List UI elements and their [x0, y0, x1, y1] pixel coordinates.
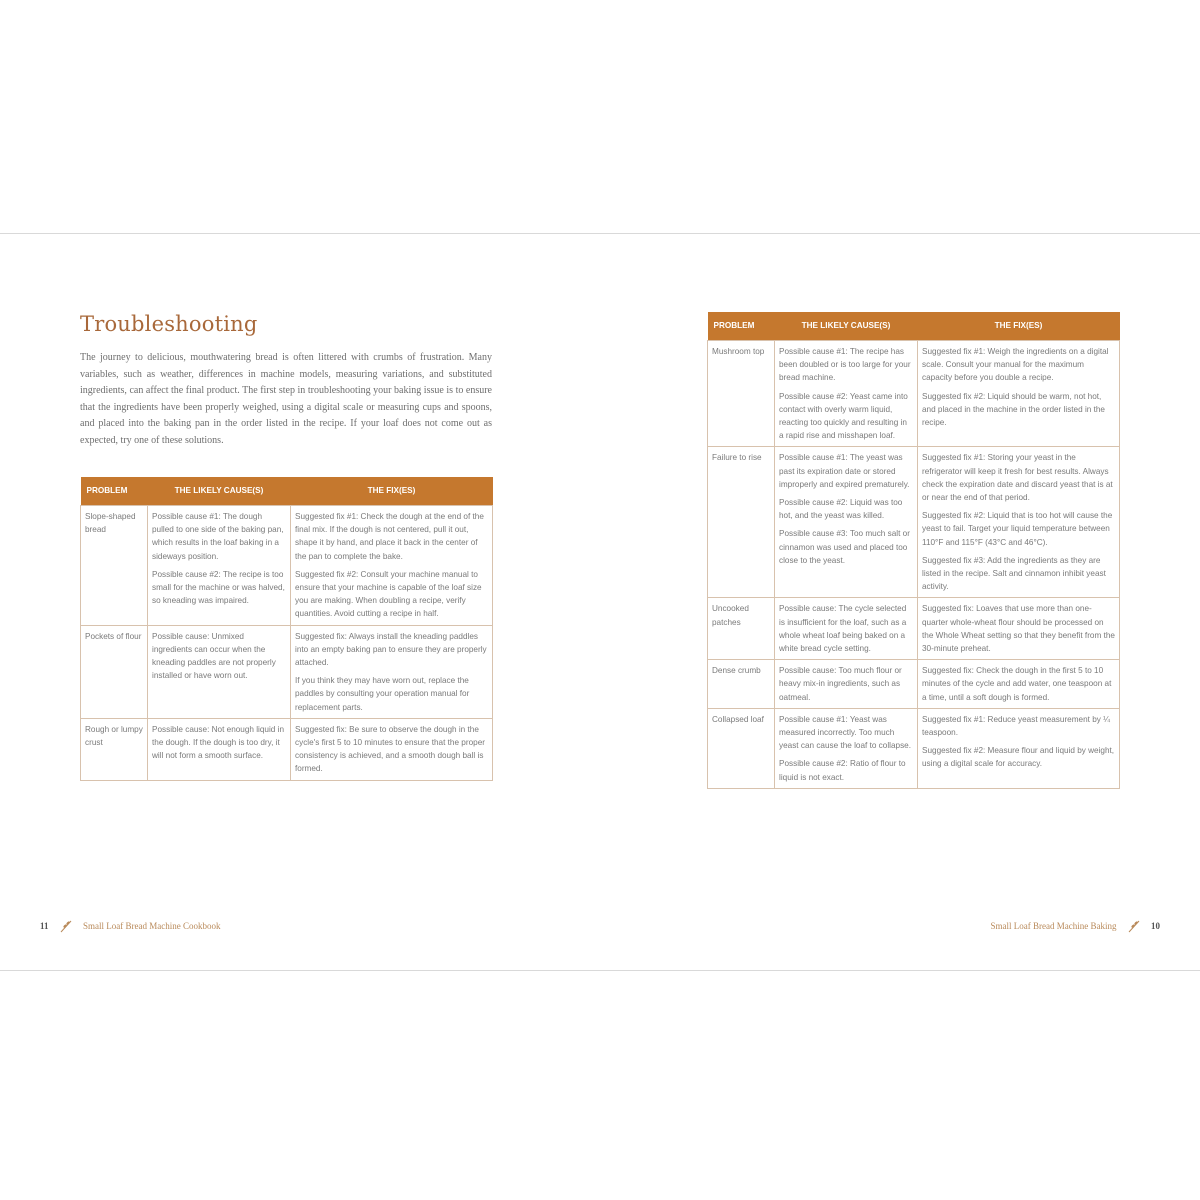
page-number-right: 10 — [1151, 921, 1160, 932]
fix-text: If you think they may have worn out, replace the paddles by consulting your operation manual for replacement parts. — [295, 676, 470, 712]
fix-text: Suggested fix #1: Check the dough at the end of the final mix. If the dough is not centered, pull it out, shape it by hand, and place it back in the center of the pan to complete the bake. — [295, 512, 484, 561]
cause-text: Possible cause: The cycle selected is insufficient for the loaf, such as a whole wheat loaf being baked on a white bread cycle setting. — [779, 604, 907, 654]
problem-cell: Uncooked patches — [708, 598, 775, 660]
causes-cell — [775, 598, 918, 660]
footer-left — [40, 919, 221, 935]
wheat-sprig-icon — [1127, 919, 1141, 935]
header-fixes: THE FIX(ES) — [291, 477, 493, 506]
cause-text: Possible cause #2: Liquid was too hot, and the yeast was killed. — [779, 498, 903, 521]
header-problem: PROBLEM — [708, 312, 775, 341]
fix-text: Suggested fix #2: Consult your machine manual to ensure that your machine is capable of the loaf size you are making. When doubling a recipe, verify quantities. Avoid cutting a recipe in half. — [295, 569, 482, 619]
fixes-cell — [291, 506, 493, 626]
fix-text: Suggested fix #2: Liquid should be warm, not hot, and placed in the machine in the order listed in the recipe. — [922, 391, 1105, 428]
cause-text: Possible cause #1: The dough pulled to one side of the baking pan, which results in the loaf baking in a sideways position. — [152, 512, 284, 561]
page-number-left: 11 — [40, 921, 49, 932]
book-title-left: Small Loaf Bread Machine Cookbook — [83, 921, 221, 932]
fix-text: Suggested fix #2: Liquid that is too hot will cause the yeast to fail. Target your liquid temperature between 110°F and 115°F (43°C and 46°C). — [922, 511, 1113, 547]
cause-text: Possible cause #3: Too much salt or cinnamon was used and placed too close to the yeast. — [779, 529, 910, 565]
causes-cell — [148, 718, 291, 780]
problem-cell: Dense crumb — [708, 660, 775, 709]
fixes-cell — [291, 718, 493, 780]
header-fixes: THE FIX(ES) — [918, 312, 1120, 341]
problem-cell: Pockets of flour — [81, 625, 148, 718]
footer-right — [991, 919, 1160, 935]
page-title: Troubleshooting — [80, 312, 258, 336]
fix-text: Suggested fix #1: Weigh the ingredients on a digital scale. Consult your manual for the maximum capacity before you double a recipe. — [922, 347, 1109, 383]
fixes-cell — [918, 598, 1120, 660]
intro-paragraph: The journey to delicious, mouthwatering bread is often littered with crumbs of frustration. Many variables, such as weather, differences in machine models, measuring variations, and substituted ingredients, can affect the final product. The first step in troubleshooting your baking issue is to ensure that the ingredients have been properly weighed, using a digital scale or measuring cups and spoons, and placed into the baking pan in the order listed in the recipe. If your loaf does not come out as expected, try one of these solutions. — [80, 352, 492, 446]
problem-cell: Slope-shaped bread — [81, 506, 148, 626]
table-row — [81, 506, 493, 626]
fix-text: Suggested fix: Loaves that use more than one-quarter whole-wheat flour should be processed on the Whole Wheat setting so that they benefit from the 30-minute preheat. — [922, 604, 1115, 654]
troubleshooting-table-left — [80, 477, 493, 781]
header-causes: THE LIKELY CAUSE(S) — [148, 477, 291, 506]
cause-text: Possible cause: Unmixed ingredients can occur when the kneading paddles are not properly installed or have worn out. — [152, 631, 276, 681]
fixes-cell — [291, 625, 493, 718]
cause-text: Possible cause: Too much flour or heavy mix-in ingredients, such as oatmeal. — [779, 666, 902, 702]
cause-text: Possible cause #1: The yeast was past its expiration date or stored improperly and expired prematurely. — [779, 453, 910, 489]
fixes-cell — [918, 447, 1120, 598]
wheat-sprig-icon — [59, 919, 73, 935]
causes-cell — [148, 625, 291, 718]
table-row — [708, 660, 1120, 709]
fix-text: Suggested fix #1: Storing your yeast in the refrigerator will keep it fresh for best results. Always check the expiration date and discard yeast that is at or near the end of that period. — [922, 453, 1113, 503]
header-causes: THE LIKELY CAUSE(S) — [775, 312, 918, 341]
causes-cell — [775, 660, 918, 709]
causes-cell — [775, 341, 918, 447]
problem-cell: Failure to rise — [708, 447, 775, 598]
problem-cell: Mushroom top — [708, 341, 775, 447]
cause-text: Possible cause #1: The recipe has been doubled or is too large for your bread machine. — [779, 347, 911, 383]
fixes-cell — [918, 708, 1120, 788]
table-row — [708, 598, 1120, 660]
book-title-right: Small Loaf Bread Machine Baking — [990, 921, 1117, 932]
causes-cell — [148, 506, 291, 626]
fix-text: Suggested fix: Be sure to observe the dough in the cycle's first 5 to 10 minutes to ensure that the proper consistency is achieved, and a smooth dough ball is formed. — [295, 724, 485, 774]
cause-text: Possible cause #2: Yeast came into contact with overly warm liquid, reacting too quickly and resulting in a rapid rise and misshapen loaf. — [779, 391, 908, 441]
table-row — [81, 625, 493, 718]
table-row — [708, 341, 1120, 447]
cause-text: Possible cause: Not enough liquid in the dough. If the dough is too dry, it will not form a smooth surface. — [152, 724, 284, 761]
causes-cell — [775, 708, 918, 788]
fixes-cell — [918, 341, 1120, 447]
problem-cell: Rough or lumpy crust — [81, 718, 148, 780]
fix-text: Suggested fix: Always install the kneading paddles into an empty baking pan to ensure they are properly attached. — [295, 631, 487, 668]
causes-cell — [775, 447, 918, 598]
fixes-cell — [918, 660, 1120, 709]
fix-text: Suggested fix: Check the dough in the first 5 to 10 minutes of the cycle and add water, one teaspoon at a time, until a soft dough is formed. — [922, 666, 1112, 702]
cause-text: Possible cause #1: Yeast was measured incorrectly. Too much yeast can cause the loaf to collapse. — [779, 714, 911, 751]
cause-text: Possible cause #2: The recipe is too small for the machine or was halved, so kneading was impaired. — [152, 569, 285, 606]
troubleshooting-table-right — [707, 312, 1120, 789]
table-row — [708, 447, 1120, 598]
fix-text: Suggested fix #1: Reduce yeast measurement by ¼ teaspoon. — [922, 714, 1110, 738]
cause-text: Possible cause #2: Ratio of flour to liquid is not exact. — [779, 759, 906, 782]
header-problem: PROBLEM — [81, 477, 148, 506]
table-row — [708, 708, 1120, 788]
fix-text: Suggested fix #2: Measure flour and liquid by weight, using a digital scale for accuracy. — [922, 746, 1115, 769]
table-row — [81, 718, 493, 780]
problem-cell: Collapsed loaf — [708, 708, 775, 788]
fix-text: Suggested fix #3: Add the ingredients as they are listed in the recipe. Salt and cinnamon inhibit yeast activity. — [922, 555, 1106, 592]
